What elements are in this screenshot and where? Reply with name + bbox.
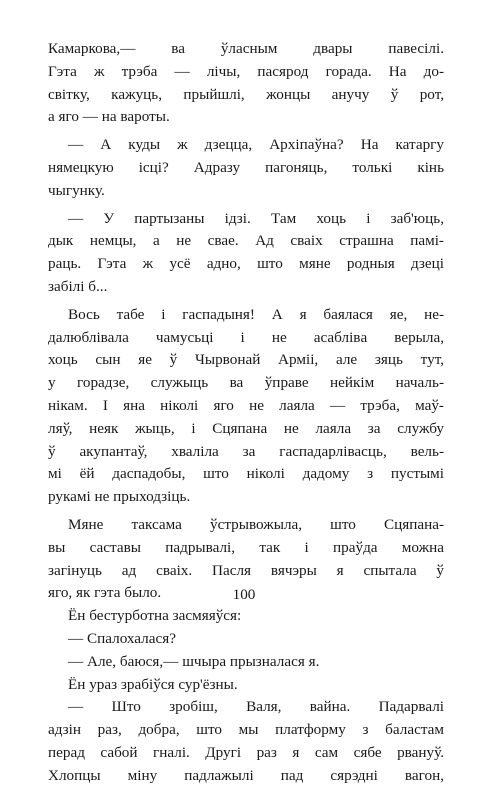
text-line: Гэта ж трэба — лічы, пасярод горада. На до- <box>48 62 444 80</box>
text-line: — Што зробіш, Валя, вайна. Падарвалі <box>68 698 444 716</box>
text-line: а яго — на вароты. <box>48 108 170 126</box>
text-line: Ён ураз зрабіўся сур'ёзны. <box>68 675 238 693</box>
text-line: ляў, неяк жыць, і Сцяпана не лаяла за службу <box>48 419 444 437</box>
text-line: вы саставы падрывалі, так і праўда можна <box>48 538 444 556</box>
text-line: нікам. І яна ніколі яго не лаяла — трэба, маў- <box>48 396 444 414</box>
text-line: Хлопцы міну падлажылі пад сярэдні вагон, <box>48 766 444 784</box>
text-line: адзін раз, добра, што мы платформу з баластам <box>48 721 444 739</box>
text-line: світку, кажуць, прыйшлі, жонцы анучу ў рот, <box>48 85 444 103</box>
page-text <box>48 38 444 788</box>
text-line: загінуць ад сваіх. Пасля вячэры я спытала ў <box>48 561 444 579</box>
text-line: Вось табе і гаспадыня! А я баялася яе, не- <box>68 305 444 323</box>
text-line: — Спалохалася? <box>68 629 176 647</box>
text-line: Камаркова,— ва ўласным двары павесілі. <box>48 40 444 57</box>
text-line: рукамі не прыходзіць. <box>48 488 191 506</box>
text-line: у горадзе, служыць ва ўправе нейкім началь- <box>48 374 444 392</box>
text-line: далюблівала чамусьці і не асаблівa верыла, <box>48 328 444 346</box>
text-line: Ён бестурботна засмяяўся: <box>68 607 242 625</box>
text-line: — Але, баюся,— шчыра прызналася я. <box>68 652 320 670</box>
text-line: дык немцы, а не свае. Ад сваіх страшна памі- <box>48 232 444 250</box>
text-line: мі ёй даспадобы, што ніколі дадому з пустымі <box>48 465 444 483</box>
text-line: Мяне таксама ўстрывожыла, што Сцяпана- <box>68 515 444 533</box>
text-line: нямецкую ісці? Адразу пагоняць, толькі кінь <box>48 158 444 176</box>
page-number: 100 <box>232 586 256 603</box>
text-line: перад сабой гналі. Другі раз я сам сябе рвануў. <box>48 743 444 761</box>
text-line: ў акупантаў, хваліла за гаспадарлівасць, вель- <box>48 442 444 460</box>
text-line: чыгунку. <box>48 181 105 199</box>
text-line: — У партызаны ідзі. Там хоць і заб'юць, <box>68 209 444 227</box>
text-line: забілі б... <box>48 277 108 295</box>
text-line: яго, як гэта было. <box>48 584 162 602</box>
text-line: хоць сын яе ў Чырвонай Арміі, але зяць тут, <box>48 351 444 369</box>
text-line: раць. Гэта ж усё адно, што мяне родныя дзеці <box>48 255 444 273</box>
text-line: — А куды ж дзецца, Архіпаўна? На катаргу <box>68 136 444 154</box>
